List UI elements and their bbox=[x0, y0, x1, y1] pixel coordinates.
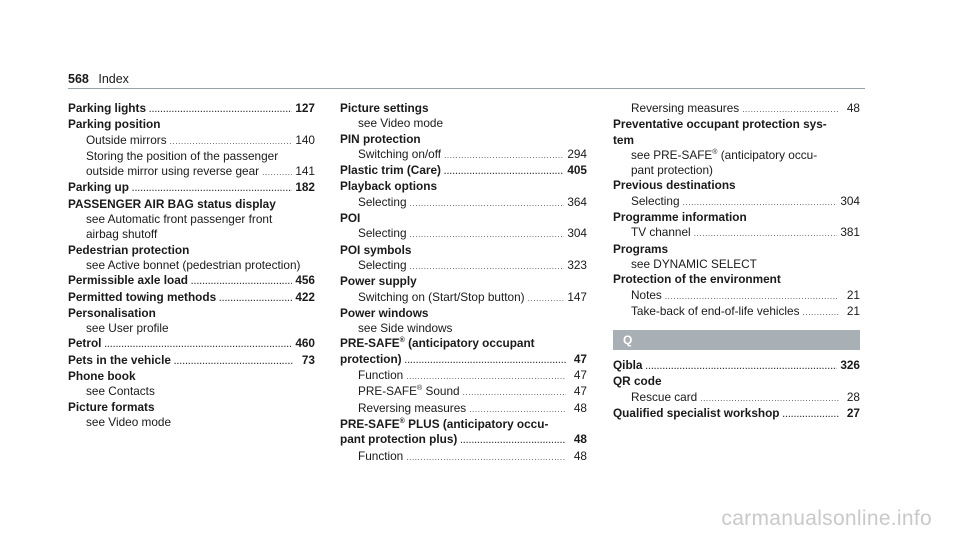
index-entry: Picture formats bbox=[68, 399, 155, 414]
index-subentry[interactable]: TV channel . . . 381 bbox=[613, 225, 860, 241]
index-entry[interactable]: Plastic trim (Care) . . . 405 bbox=[340, 163, 587, 179]
see-reference[interactable]: see Video mode bbox=[358, 116, 444, 131]
index-entry[interactable]: Permitted towing methods . . . 422 bbox=[68, 290, 315, 306]
index-entry: tem bbox=[613, 132, 634, 147]
index-subentry[interactable]: Function . . . 47 bbox=[340, 368, 587, 384]
page-title: Index bbox=[98, 72, 129, 86]
letter-section-header: Q bbox=[613, 330, 860, 350]
index-subentry[interactable]: Notes . . . 21 bbox=[613, 288, 860, 304]
index-entry: Phone book bbox=[68, 369, 136, 384]
index-entry[interactable]: Qibla . . . 326 bbox=[613, 358, 860, 374]
index-entry[interactable]: Pets in the vehicle . . . 73 bbox=[68, 353, 315, 369]
index-entry[interactable]: Qualified specialist workshop . . . 27 bbox=[613, 406, 860, 422]
index-entry[interactable]: protection) . . . 47 bbox=[340, 352, 587, 368]
page-header bbox=[68, 72, 129, 86]
index-subentry[interactable]: Function . . . 48 bbox=[340, 449, 587, 465]
index-subentry[interactable]: Selecting . . . 304 bbox=[613, 194, 860, 210]
index-entry: Preventative occupant protection sys- bbox=[613, 117, 827, 132]
registered-mark: ® bbox=[417, 385, 423, 393]
index-entry: Pedestrian protection bbox=[68, 242, 190, 257]
index-entry: PASSENGER AIR BAG status display bbox=[68, 196, 276, 211]
index-entry: Protection of the environment bbox=[613, 272, 781, 287]
see-reference[interactable]: see Video mode bbox=[86, 414, 172, 429]
watermark: carmanualsonline.info bbox=[721, 507, 932, 530]
registered-mark: ® bbox=[399, 418, 405, 426]
index-subentry[interactable]: Selecting . . . 364 bbox=[340, 195, 587, 211]
index-subentry[interactable]: Take-back of end-of-life vehicles . . . 21 bbox=[613, 304, 860, 320]
see-reference[interactable]: see DYNAMIC SELECT bbox=[631, 256, 757, 271]
registered-mark: ® bbox=[712, 148, 718, 156]
index-entry: Previous destinations bbox=[613, 178, 736, 193]
index-entry: Picture settings bbox=[340, 101, 429, 115]
index-entry: POI symbols bbox=[340, 242, 412, 257]
index-subentry[interactable]: Selecting . . . 304 bbox=[340, 226, 587, 242]
index-column-2 bbox=[340, 101, 587, 465]
index-subentry[interactable]: Rescue card . . . 28 bbox=[613, 390, 860, 406]
registered-mark: ® bbox=[399, 337, 405, 345]
index-entry: Playback options bbox=[340, 179, 438, 194]
index-subentry[interactable]: Switching on (Start/Stop button) . . . 147 bbox=[340, 290, 587, 306]
index-entry[interactable]: Permissible axle load . . . 456 bbox=[68, 273, 315, 289]
index-entry: Programme information bbox=[613, 210, 747, 225]
index-entry: QR code bbox=[613, 374, 662, 389]
index-entry: Parking position bbox=[68, 117, 161, 132]
see-reference[interactable]: airbag shutoff bbox=[86, 227, 158, 242]
index-entry: Power supply bbox=[340, 274, 417, 289]
index-subentry[interactable]: outside mirror using reverse gear . . . 141 bbox=[68, 164, 315, 180]
index-subentry[interactable]: Reversing measures . . . 48 bbox=[613, 101, 860, 117]
index-subentry-text: Storing the position of the passenger bbox=[86, 148, 279, 163]
see-reference[interactable]: pant protection) bbox=[631, 163, 713, 178]
index-subentry[interactable]: Selecting . . . 323 bbox=[340, 258, 587, 274]
see-reference[interactable]: see Side windows bbox=[358, 321, 453, 336]
index-entry: Power windows bbox=[340, 305, 429, 320]
header-divider bbox=[68, 88, 865, 89]
index-entry[interactable]: Petrol . . . 460 bbox=[68, 336, 315, 352]
see-reference[interactable]: see PRE-SAFE® (anticipatory occu- bbox=[631, 147, 818, 162]
index-entry: Personalisation bbox=[68, 305, 156, 320]
page-number: 568 bbox=[68, 72, 89, 86]
index-subentry[interactable]: Outside mirrors . . . 140 bbox=[68, 133, 315, 149]
see-reference[interactable]: see User profile bbox=[86, 321, 169, 336]
index-entry[interactable]: Parking lights . . . 127 bbox=[68, 101, 315, 117]
index-entry: PRE-SAFE® (anticipatory occupant bbox=[340, 336, 535, 351]
index-entry[interactable]: pant protection plus) . . . 48 bbox=[340, 432, 587, 448]
index-column-3 bbox=[613, 101, 860, 422]
index-subentry[interactable]: PRE-SAFE® Sound . . . 47 bbox=[340, 384, 587, 400]
index-entry: Programs bbox=[613, 241, 669, 256]
index-entry: PRE-SAFE® PLUS (anticipatory occu- bbox=[340, 416, 549, 431]
index-entry: POI bbox=[340, 211, 361, 226]
index-subentry[interactable]: Switching on/off . . . 294 bbox=[340, 147, 587, 163]
see-reference[interactable]: see Contacts bbox=[86, 384, 155, 399]
index-entry[interactable]: Parking up . . . 182 bbox=[68, 180, 315, 196]
see-reference[interactable]: see Automatic front passenger front bbox=[86, 212, 273, 227]
index-column-1 bbox=[68, 101, 315, 430]
see-reference[interactable]: see Active bonnet (pedestrian protection) bbox=[86, 257, 301, 272]
index-subentry[interactable]: Reversing measures . . . 48 bbox=[340, 401, 587, 417]
index-entry: PIN protection bbox=[340, 131, 421, 146]
